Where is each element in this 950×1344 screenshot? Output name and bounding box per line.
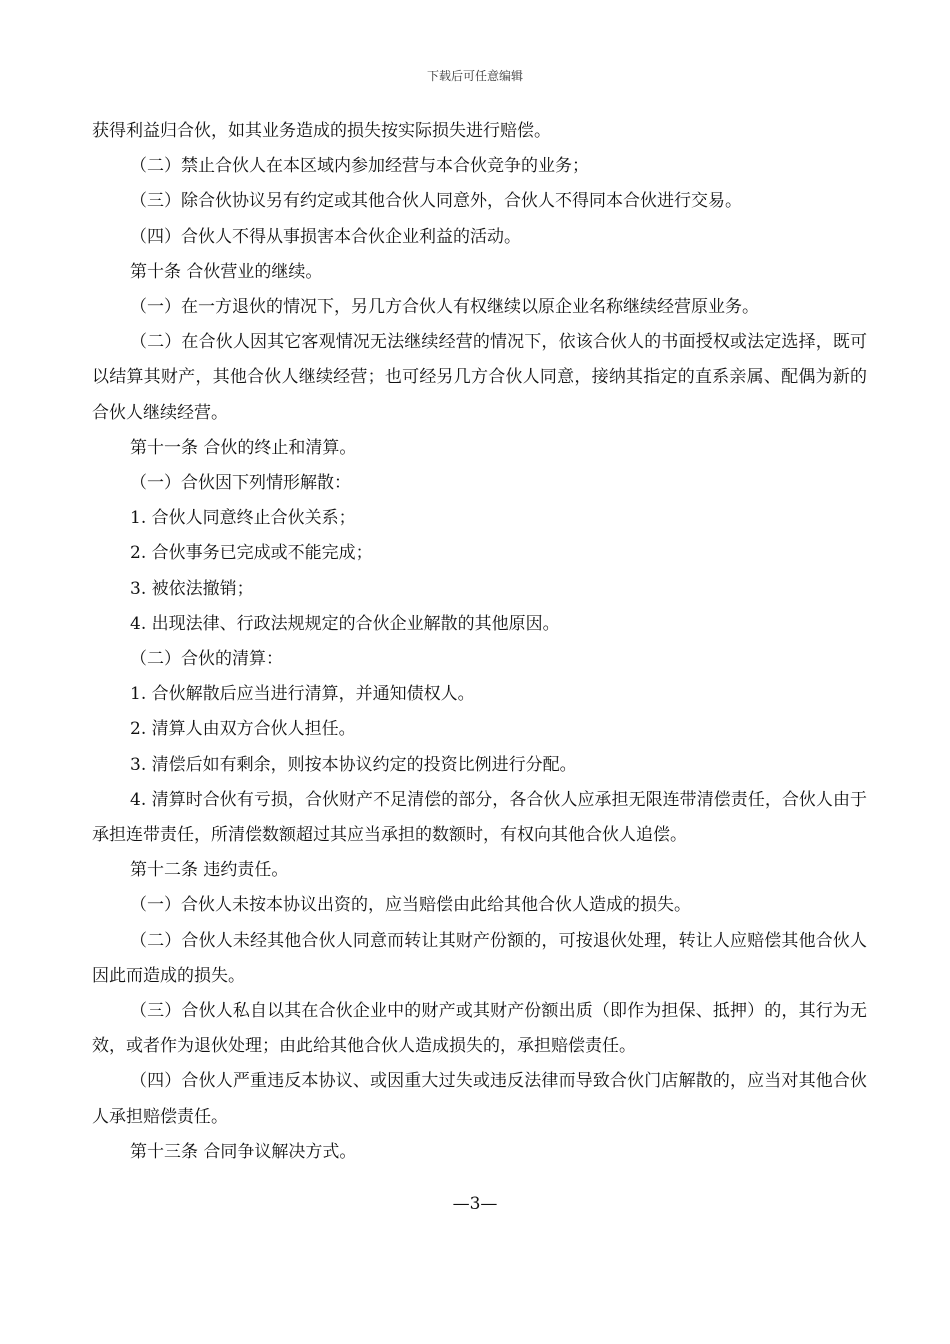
list-item: 1. 合伙解散后应当进行清算，并通知债权人。 bbox=[130, 684, 475, 705]
paragraph: 获得利益归合伙，如其业务造成的损失按实际损失进行赔偿。 bbox=[92, 121, 551, 141]
list-item: 2. 清算人由双方合伙人担任。 bbox=[130, 719, 356, 740]
paragraph: （四）合伙人严重违反本协议、或因重大过失或违反法律而导致合伙门店解散的，应当对其他合伙人承担赔偿责任。 bbox=[92, 1071, 867, 1127]
article-heading: 第十条 合伙营业的继续。 bbox=[130, 261, 323, 282]
paragraph: （二）禁止合伙人在本区域内参加经营与本合伙竞争的业务； bbox=[130, 156, 589, 177]
paragraph: （一）合伙人未按本协议出资的，应当赔偿由此给其他合伙人造成的损失。 bbox=[130, 895, 691, 916]
list-item: 4. 清算时合伙有亏损，合伙财产不足清偿的部分，各合伙人应承担无限连带清偿责任，合伙人由于承担连带责任，所清偿数额超过其应当承担的数额时，有权向其他合伙人追偿。 bbox=[92, 789, 867, 846]
paragraph: （二）合伙人未经其他合伙人同意而转让其财产份额的，可按退伙处理，转让人应赔偿其他合伙人因此而造成的损失。 bbox=[92, 930, 867, 986]
article-heading: 第十一条 合伙的终止和清算。 bbox=[130, 437, 357, 458]
paragraph: （二）在合伙人因其它客观情况无法继续经营的情况下，依该合伙人的书面授权或法定选择，既可以结算其财产，其他合伙人继续经营；也可经另几方合伙人同意，接纳其指定的直系亲属、配偶为新的合伙人继续经营。 bbox=[92, 332, 867, 423]
paragraph: （一）合伙因下列情形解散： bbox=[130, 473, 351, 494]
list-item: 2. 合伙事务已完成或不能完成； bbox=[130, 543, 373, 564]
page-header: 下载后可任意编辑 bbox=[426, 69, 523, 83]
page-number: —3— bbox=[452, 1194, 498, 1214]
list-item: 4. 出现法律、行政法规规定的合伙企业解散的其他原因。 bbox=[130, 613, 560, 634]
article-heading: 第十三条 合同争议解决方式。 bbox=[130, 1141, 357, 1162]
paragraph: （三）合伙人私自以其在合伙企业中的财产或其财产份额出质（即作为担保、抵押）的，其行为无效，或者作为退伙处理；由此给其他合伙人造成损失的，承担赔偿责任。 bbox=[92, 1001, 867, 1057]
list-item: 3. 清偿后如有剩余，则按本协议约定的投资比例进行分配。 bbox=[130, 754, 577, 775]
list-item: 3. 被依法撤销； bbox=[130, 578, 254, 599]
paragraph: （一）在一方退伙的情况下，另几方合伙人有权继续以原企业名称继续经营原业务。 bbox=[130, 297, 759, 318]
article-heading: 第十二条 违约责任。 bbox=[130, 860, 289, 881]
document-body bbox=[92, 114, 867, 1170]
paragraph: （四）合伙人不得从事损害本合伙企业利益的活动。 bbox=[130, 226, 521, 247]
list-item: 1. 合伙人同意终止合伙关系； bbox=[130, 508, 356, 529]
paragraph: （三）除合伙协议另有约定或其他合伙人同意外，合伙人不得同本合伙进行交易。 bbox=[130, 191, 742, 212]
paragraph: （二）合伙的清算： bbox=[130, 649, 283, 670]
